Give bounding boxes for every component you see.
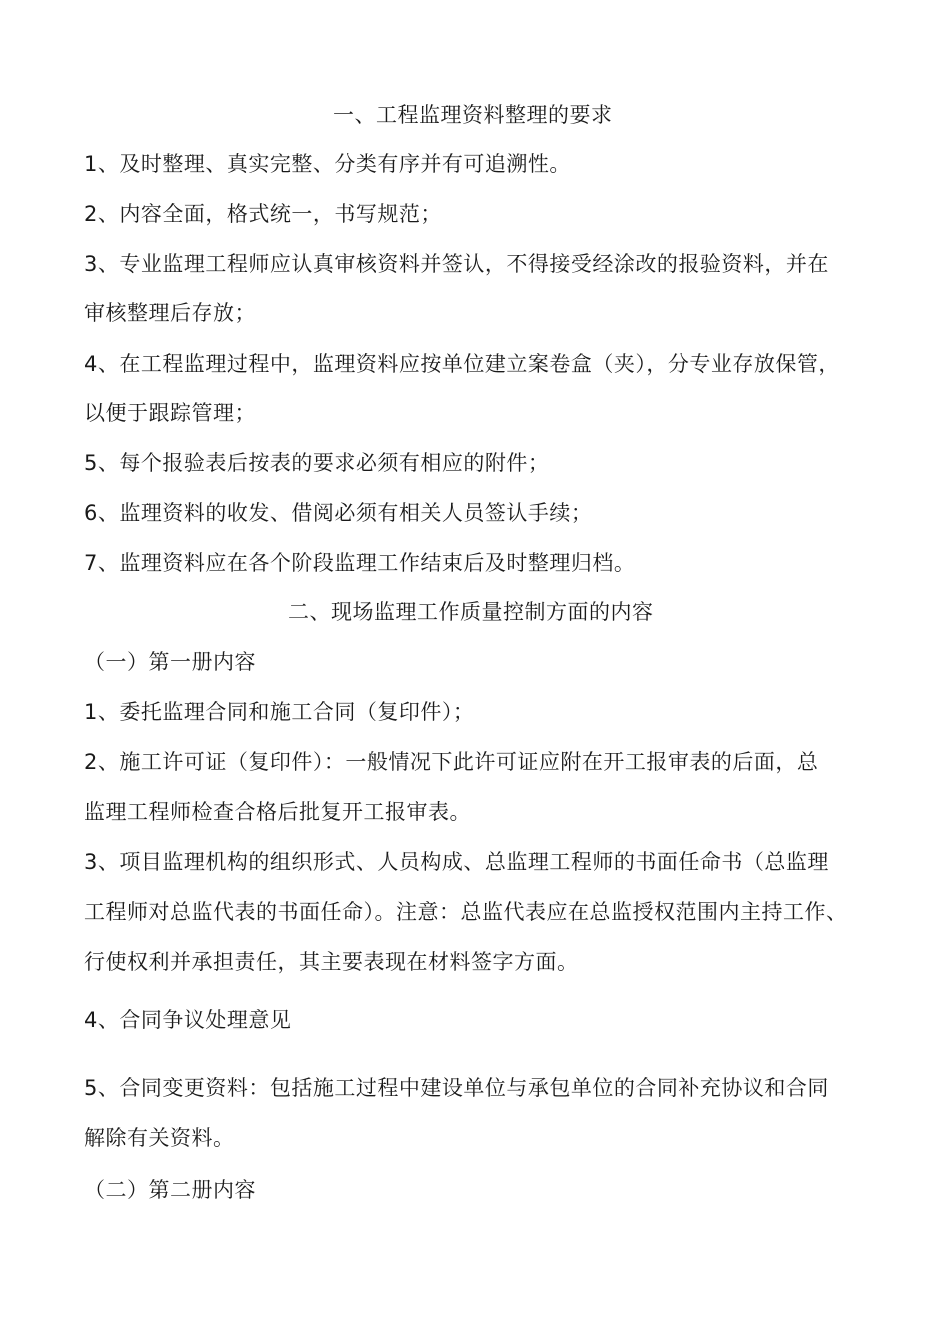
paragraph-line: 5、合同变更资料：包括施工过程中建设单位与承包单位的合同补充协议和合同	[84, 1076, 829, 1100]
paragraph-line: 2、施工许可证（复印件）：一般情况下此许可证应附在开工报审表的后面，总	[84, 750, 819, 774]
paragraph-line: 4、在工程监理过程中，监理资料应按单位建立案卷盒（夹），分专业存放保管，	[84, 352, 840, 376]
paragraph-line: 1、及时整理、真实完整、分类有序并有可追溯性。	[84, 152, 571, 176]
paragraph-line: 行使权利并承担责任，其主要表现在材料签字方面。	[84, 950, 579, 974]
paragraph-line: 2、内容全面，格式统一，书写规范；	[84, 202, 442, 226]
paragraph-line: 审核整理后存放；	[84, 301, 256, 325]
section-2-title: 二、现场监理工作质量控制方面的内容	[288, 600, 654, 624]
paragraph-line: 解除有关资料。	[84, 1126, 235, 1150]
paragraph-line: 工程师对总监代表的书面任命）。注意：总监代表应在总监授权范围内主持工作、	[84, 900, 848, 924]
paragraph-line: 7、监理资料应在各个阶段监理工作结束后及时整理归档。	[84, 551, 636, 575]
section-1-title: 一、工程监理资料整理的要求	[333, 103, 613, 127]
paragraph-line: 监理工程师检查合格后批复开工报审表。	[84, 800, 471, 824]
subsection-2-title: （二）第二册内容	[84, 1178, 256, 1202]
paragraph-line: 6、监理资料的收发、借阅必须有相关人员签认手续；	[84, 501, 593, 525]
paragraph-line: 5、每个报验表后按表的要求必须有相应的附件；	[84, 451, 550, 475]
paragraph-line: 4、合同争议处理意见	[84, 1008, 292, 1032]
paragraph-line: 以便于跟踪管理；	[84, 401, 256, 425]
paragraph-line: 1、委托监理合同和施工合同（复印件）；	[84, 700, 475, 724]
subsection-1-title: （一）第一册内容	[84, 650, 256, 674]
paragraph-line: 3、项目监理机构的组织形式、人员构成、总监理工程师的书面任命书（总监理	[84, 850, 829, 874]
paragraph-line: 3、专业监理工程师应认真审核资料并签认，不得接受经涂改的报验资料，并在	[84, 252, 829, 276]
